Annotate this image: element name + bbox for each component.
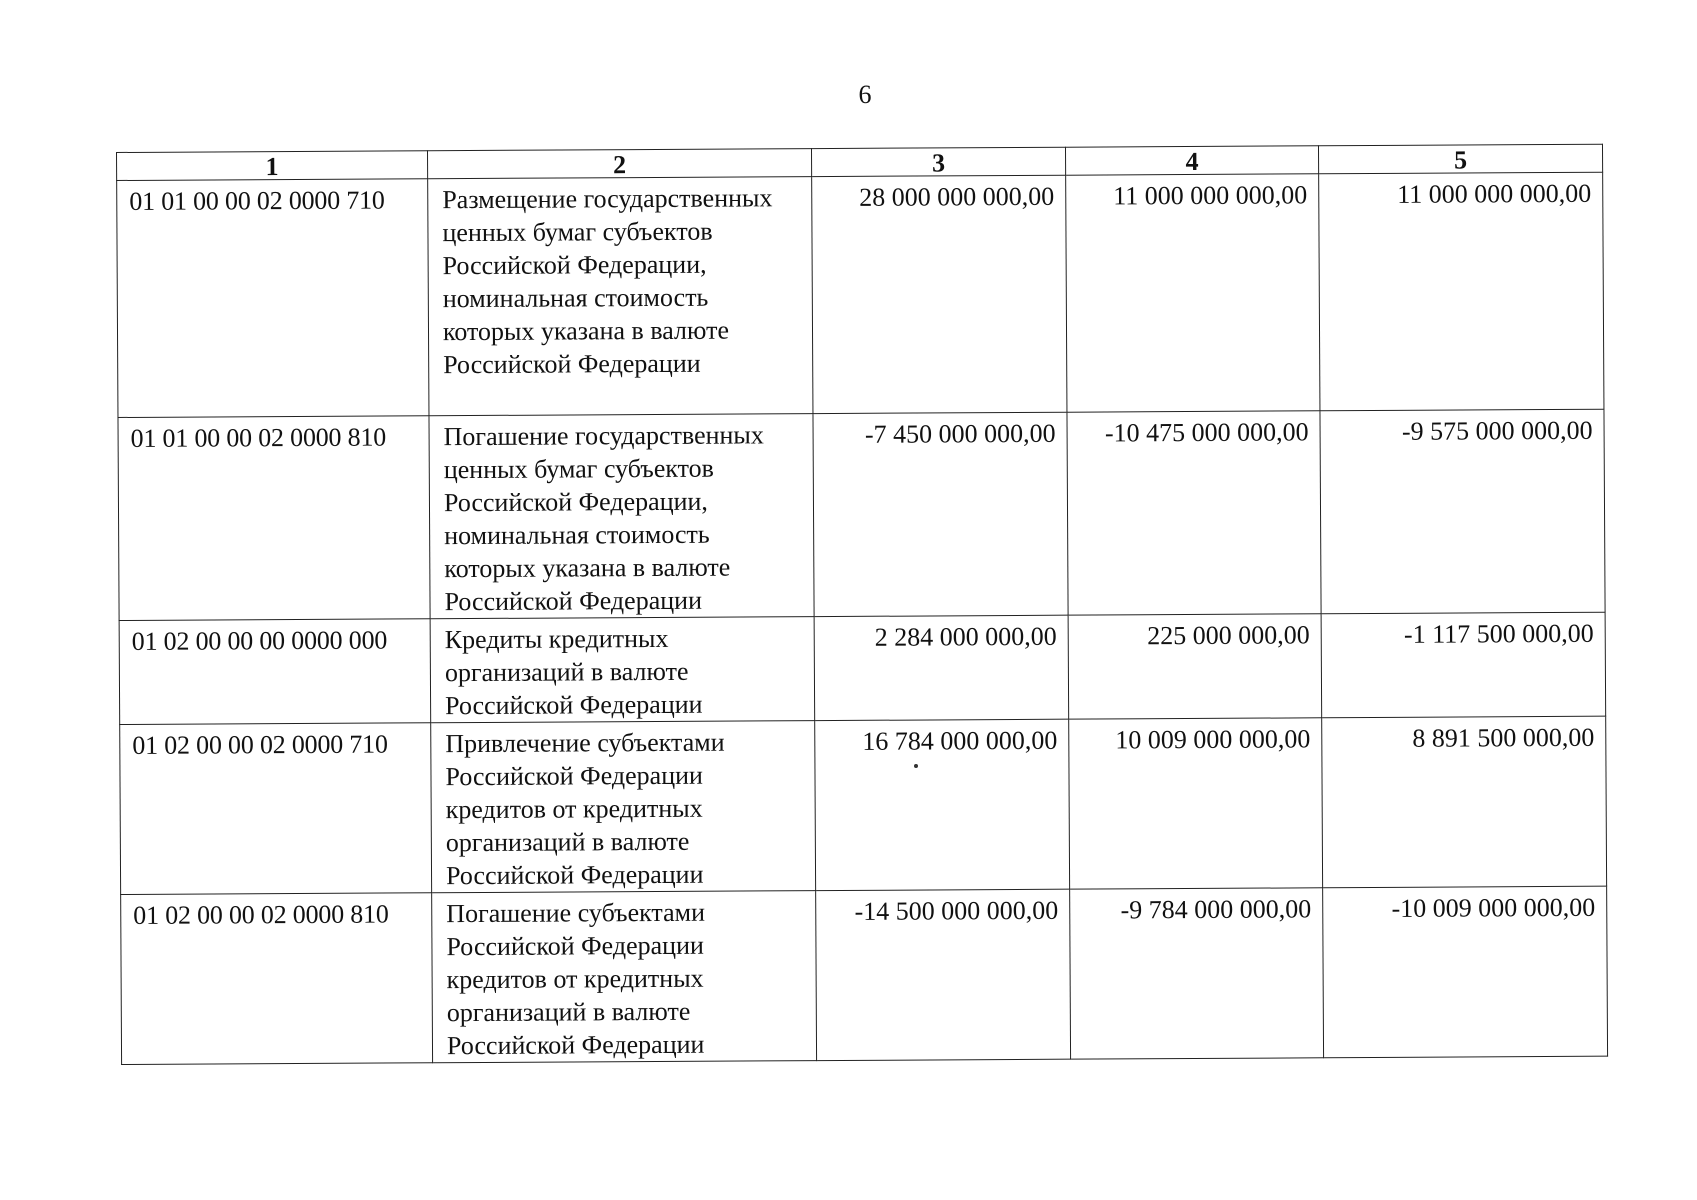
value-col4-cell: 10 009 000 000,00 — [1069, 718, 1323, 889]
description-cell: Размещение государственных ценных бумаг субъектов Российской Федерации, номинальная стоимость которых указана в валюте Российской Федерации — [428, 177, 813, 416]
budget-code-cell: 01 02 00 00 02 0000 710 — [120, 723, 432, 895]
column-header-1: 1 — [117, 151, 428, 181]
value-col5-cell: 8 891 500 000,00 — [1322, 716, 1607, 888]
value-col5-cell: -10 009 000 000,00 — [1323, 886, 1608, 1058]
column-header-3: 3 — [811, 147, 1065, 176]
description-cell: Кредиты кредитных организаций в валюте Российской Федерации — [430, 617, 815, 723]
table-row — [119, 612, 1606, 724]
description-cell: Погашение субъектами Российской Федерации кредитов от кредитных организаций в валюте Российской Федерации — [432, 891, 817, 1063]
value-col5-cell: -9 575 000 000,00 — [1320, 409, 1605, 614]
column-header-4: 4 — [1065, 146, 1318, 175]
description-cell: Погашение государственных ценных бумаг субъектов Российской Федерации, номинальная стоимость которых указана в валюте Российской Федерации — [429, 414, 814, 619]
table-row — [117, 172, 1604, 417]
budget-sources-table — [116, 144, 1608, 1065]
budget-code-cell: 01 01 00 00 02 0000 710 — [117, 179, 429, 418]
table-row — [118, 409, 1605, 620]
value-col5-cell: -1 117 500 000,00 — [1321, 612, 1606, 718]
table-row — [120, 716, 1607, 894]
value-col4-cell: 225 000 000,00 — [1068, 614, 1322, 719]
column-header-2: 2 — [427, 149, 811, 179]
value-col3-cell: -14 500 000 000,00 — [816, 889, 1071, 1060]
value-col3-cell: 16 784 000 000,00 — [815, 719, 1070, 890]
value-col4-cell: 11 000 000 000,00 — [1066, 174, 1320, 412]
scan-speck — [914, 764, 918, 768]
value-col3-cell: -7 450 000 000,00 — [813, 412, 1068, 616]
description-cell: Привлечение субъектами Российской Федерации кредитов от кредитных организаций в валюте Российской Федерации — [431, 721, 816, 893]
value-col5-cell: 11 000 000 000,00 — [1319, 172, 1604, 411]
budget-code-cell: 01 01 00 00 02 0000 810 — [118, 416, 430, 621]
budget-code-cell: 01 02 00 00 00 0000 000 — [119, 619, 431, 725]
value-col3-cell: 28 000 000 000,00 — [812, 175, 1067, 413]
page-number: 6 — [858, 80, 872, 109]
column-header-5: 5 — [1318, 144, 1602, 174]
value-col4-cell: -10 475 000 000,00 — [1067, 411, 1321, 615]
budget-code-cell: 01 02 00 00 02 0000 810 — [121, 893, 433, 1065]
value-col3-cell: 2 284 000 000,00 — [814, 615, 1069, 720]
table-row — [121, 886, 1608, 1064]
value-col4-cell: -9 784 000 000,00 — [1070, 888, 1324, 1059]
